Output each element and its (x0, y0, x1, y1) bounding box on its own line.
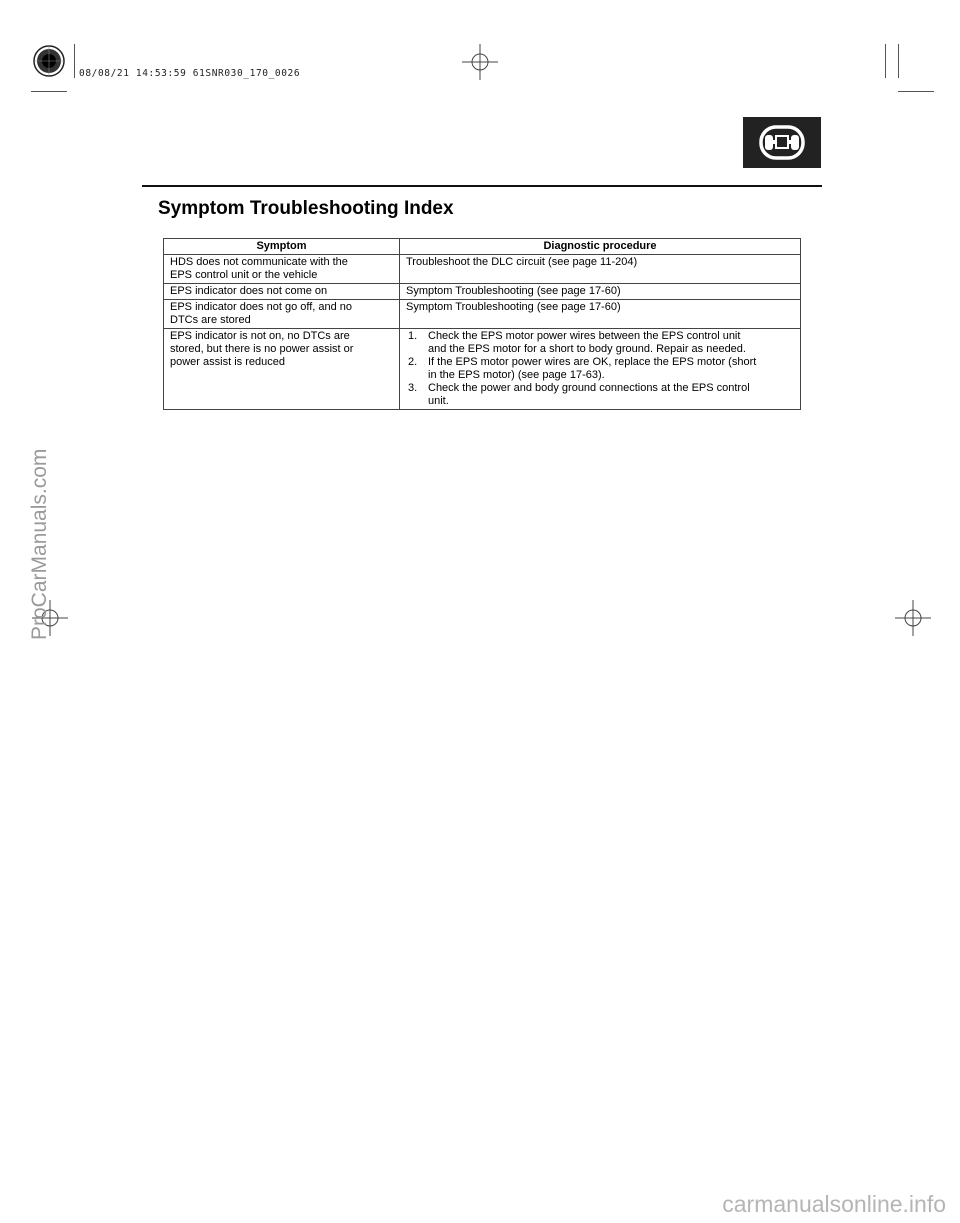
page-title: Symptom Troubleshooting Index (158, 198, 454, 219)
table-row (164, 284, 801, 300)
procedure-cell (400, 329, 801, 410)
symptom-line: EPS control unit or the vehicle (170, 269, 318, 281)
table-row (164, 255, 801, 284)
symptom-line: EPS indicator does not go off, and no (170, 301, 353, 313)
step-number: 3. (408, 382, 418, 394)
symptom-line: power assist is reduced (170, 356, 285, 368)
table-header-row (164, 239, 801, 255)
side-watermark: ProCarManuals.com (28, 448, 51, 640)
step-line: and the EPS motor for a short to body ground. Repair as needed. (428, 343, 746, 355)
symptom-line: stored, but there is no power assist or (170, 343, 354, 355)
step-line: unit. (428, 395, 449, 407)
symptom-cell (164, 300, 400, 329)
procedure-step (406, 382, 794, 408)
symptom-line: EPS indicator does not come on (170, 285, 328, 297)
symptom-cell (164, 284, 400, 300)
registration-target-icon (32, 44, 66, 78)
procedure-steps (406, 330, 794, 408)
procedure-cell: Troubleshoot the DLC circuit (see page 11-204) (400, 255, 801, 284)
procedure-cell: Symptom Troubleshooting (see page 17-60) (400, 300, 801, 329)
table-row (164, 300, 801, 329)
procedure-step (406, 330, 794, 356)
step-line: in the EPS motor) (see page 17-63). (428, 369, 605, 381)
table-row (164, 329, 801, 410)
symptom-line: EPS indicator is not on, no DTCs are (170, 330, 350, 342)
crosshair-right-icon (895, 600, 931, 636)
procedure-cell: Symptom Troubleshooting (see page 17-60) (400, 284, 801, 300)
bottom-watermark: carmanualsonline.info (722, 1191, 946, 1217)
step-number: 1. (408, 330, 418, 342)
step-line: Check the EPS motor power wires between the EPS control unit (428, 330, 741, 342)
step-line: If the EPS motor power wires are OK, replace the EPS motor (short (428, 356, 757, 368)
header-procedure: Diagnostic procedure (400, 239, 801, 255)
header-symptom: Symptom (164, 239, 400, 255)
symptom-cell (164, 329, 400, 410)
crosshair-top-icon (462, 44, 498, 80)
header-rule (142, 185, 822, 187)
symptom-cell (164, 255, 400, 284)
steering-wheel-icon (743, 117, 821, 168)
symptom-index-table (163, 238, 801, 410)
step-number: 2. (408, 356, 418, 368)
print-timestamp: 08/08/21 14:53:59 61SNR030_170_0026 (79, 68, 301, 79)
step-line: Check the power and body ground connections at the EPS control (428, 382, 750, 394)
procedure-step (406, 356, 794, 382)
symptom-line: DTCs are stored (170, 314, 251, 326)
symptom-line: HDS does not communicate with the (170, 256, 348, 268)
